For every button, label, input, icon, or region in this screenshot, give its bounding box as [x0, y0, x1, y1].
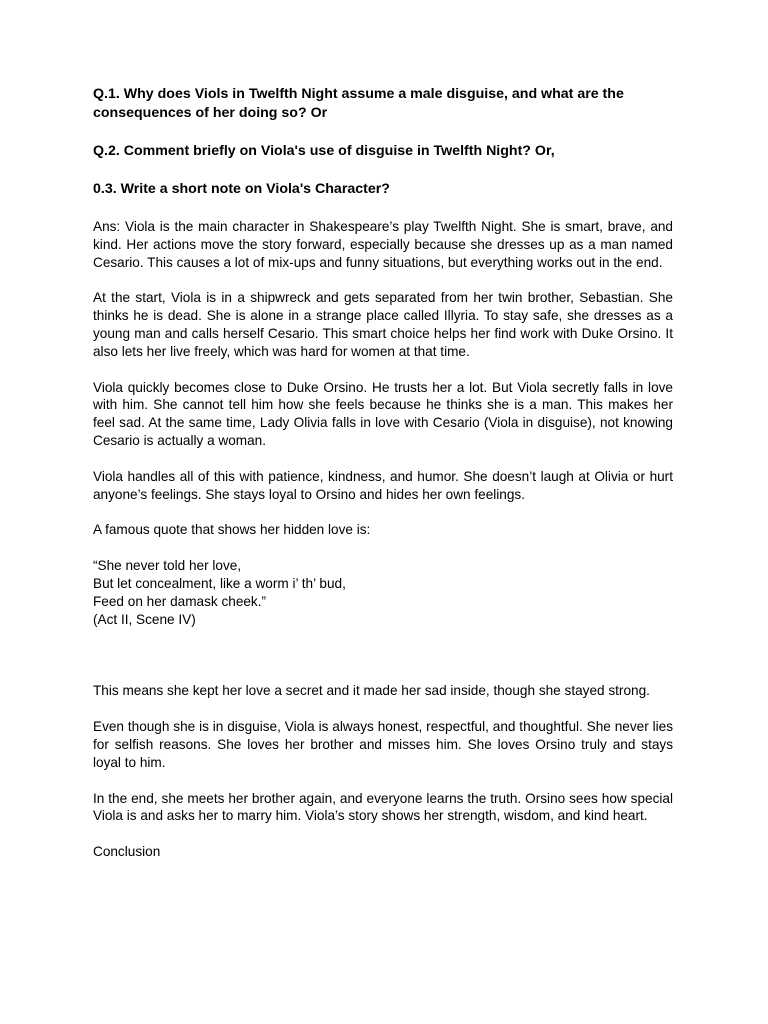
document-page [93, 85, 673, 861]
quote-line: “She never told her love, [93, 558, 242, 574]
question-2: Q.2. Comment briefly on Viola's use of disguise in Twelfth Night? Or, [93, 143, 555, 159]
question-3: 0.3. Write a short note on Viola's Character? [93, 181, 390, 197]
quote-line: But let concealment, like a worm i’ th’ bud, [93, 575, 346, 591]
quote-citation: (Act II, Scene IV) [93, 611, 196, 627]
body-paragraph: Even though she is in disguise, Viola is always honest, respectful, and thoughtful. She never lies for selfish reasons. She loves her brother and misses him. She loves Orsino truly and stays loyal to him. [93, 719, 673, 770]
body-paragraph: In the end, she meets her brother again, and everyone learns the truth. Orsino sees how special Viola is and asks her to marry him. Viola’s story shows her strength, wisdom, and kind heart. [93, 790, 673, 824]
quote-line: Feed on her damask cheek.” [93, 593, 267, 609]
answer-paragraph: Ans: Viola is the main character in Shakespeare’s play Twelfth Night. She is smart, brave, and kind. Her actions move the story forward, especially because she dresses up as a man named Cesario. This causes a lot of mix-ups and funny situations, but everything works out in the end. [93, 219, 673, 270]
body-paragraph: Viola quickly becomes close to Duke Orsino. He trusts her a lot. But Viola secretly falls in love with him. She cannot tell him how she feels because he thinks she is a man. This makes her feel sad. At the same time, Lady Olivia falls in love with Cesario (Viola in disguise), not knowing Cesario is actually a woman. [93, 379, 673, 448]
question-1: Q.1. Why does Viols in Twelfth Night assume a male disguise, and what are the consequences of her doing so? Or [93, 86, 624, 121]
quote-intro: A famous quote that shows her hidden love is: [93, 522, 371, 538]
body-paragraph: At the start, Viola is in a shipwreck and gets separated from her twin brother, Sebastian. She thinks he is dead. She is alone in a strange place called Illyria. To stay safe, she dresses as a young man and calls herself Cesario. This smart choice helps her find work with Duke Orsino. It also lets her live freely, which was hard for women at that time. [93, 290, 673, 359]
body-paragraph: Viola handles all of this with patience, kindness, and humor. She doesn’t laugh at Olivia or hurt anyone’s feelings. She stays loyal to Orsino and hides her own feelings. [93, 468, 673, 502]
section-heading-conclusion: Conclusion [93, 844, 161, 860]
quote-block [93, 557, 673, 628]
body-paragraph: This means she kept her love a secret and it made her sad inside, though she stayed strong. [93, 683, 650, 699]
